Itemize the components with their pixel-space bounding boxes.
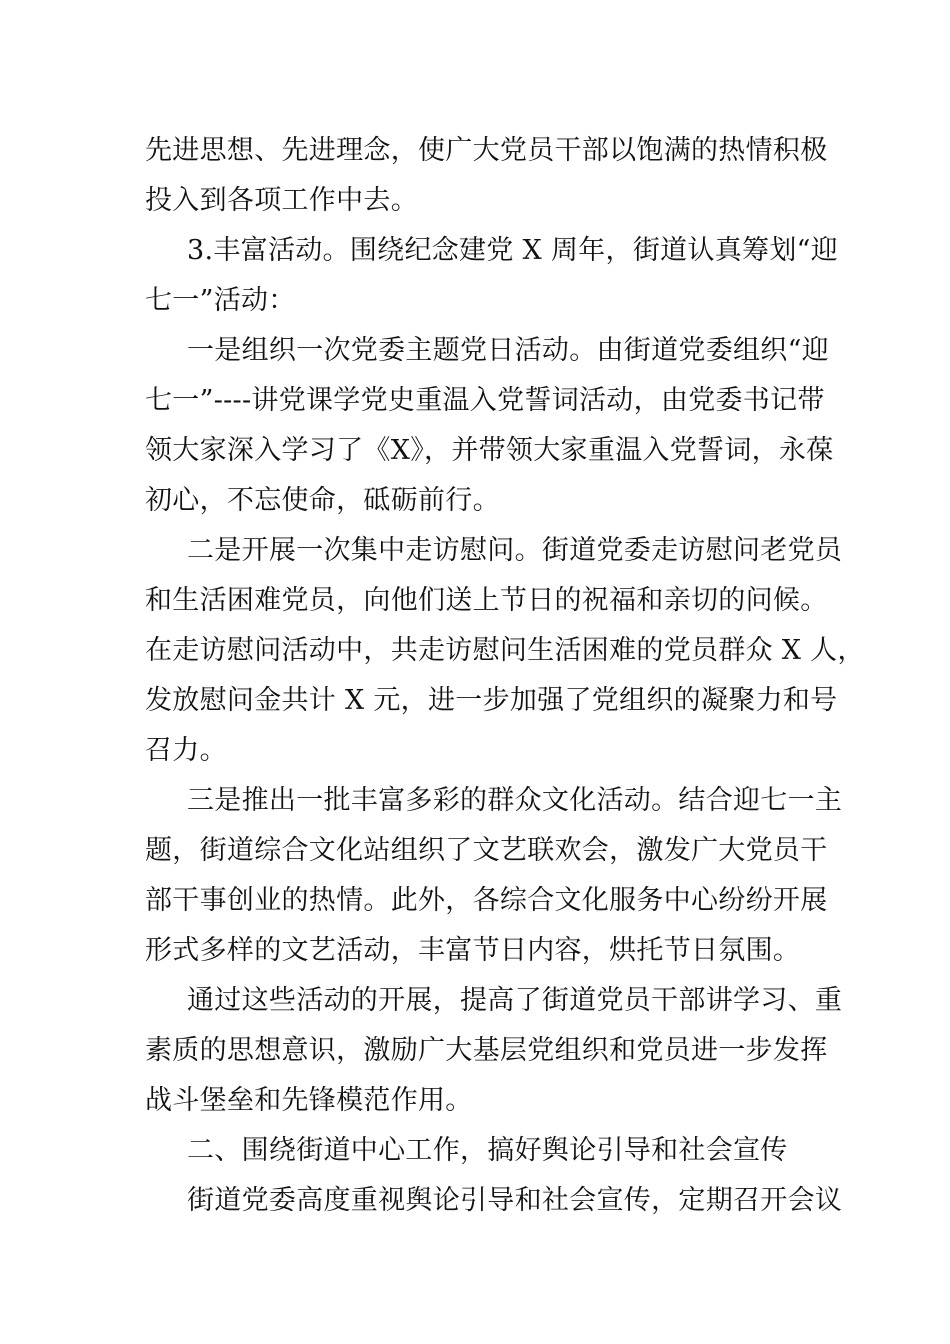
text-line: 七一”----讲党课学党史重温入党誓词活动，由党委书记带 [145,385,825,416]
text-line: 战斗堡垒和先锋模范作用。 [145,1085,473,1116]
paragraph-start: 三是推出一批丰富多彩的群众文化活动。结合迎七一主 [187,785,843,816]
text-line: 投入到各项工作中去。 [145,185,418,216]
text-line: 素质的思想意识，激励广大基层党组织和党员进一步发挥 [145,1035,828,1066]
text-line: 形式多样的文艺活动，丰富节日内容，烘托节日氛围。 [145,935,801,966]
paragraph-start: 二是开展一次集中走访慰问。街道党委走访慰问老党员 [187,535,843,566]
text-line: 召力。 [145,735,227,766]
text-line: 先进思想、先进理念，使广大党员干部以饱满的热情积极 [145,135,828,166]
text-line: 题，街道综合文化站组织了文艺联欢会，激发广大党员干 [145,835,828,866]
paragraph-start: 通过这些活动的开展，提高了街道党员干部讲学习、重 [187,985,843,1016]
text-line: 领大家深入学习了《X》，并带领大家重温入党誓词，永葆 [145,435,834,466]
section-heading: 二、围绕街道中心工作，搞好舆论引导和社会宣传 [187,1135,788,1166]
paragraph-start: 街道党委高度重视舆论引导和社会宣传，定期召开会议 [187,1185,843,1216]
text-line: 七一”活动： [145,285,296,316]
text-line: 部干事创业的热情。此外，各综合文化服务中心纷纷开展 [145,885,828,916]
section-heading: 3.丰富活动。围绕纪念建党 X 周年，街道认真筹划“迎 [187,235,839,266]
text-line: 发放慰问金共计 X 元，进一步加强了党组织的凝聚力和号 [145,685,838,716]
paragraph-start: 一是组织一次党委主题党日活动。由街道党委组织“迎 [187,335,830,366]
text-line: 和生活困难党员，向他们送上节日的祝福和亲切的问候。 [145,585,828,616]
text-line: 在走访慰问活动中，共走访慰问生活困难的党员群众 X 人， [145,635,865,666]
text-line: 初心，不忘使命，砥砺前行。 [145,485,500,516]
